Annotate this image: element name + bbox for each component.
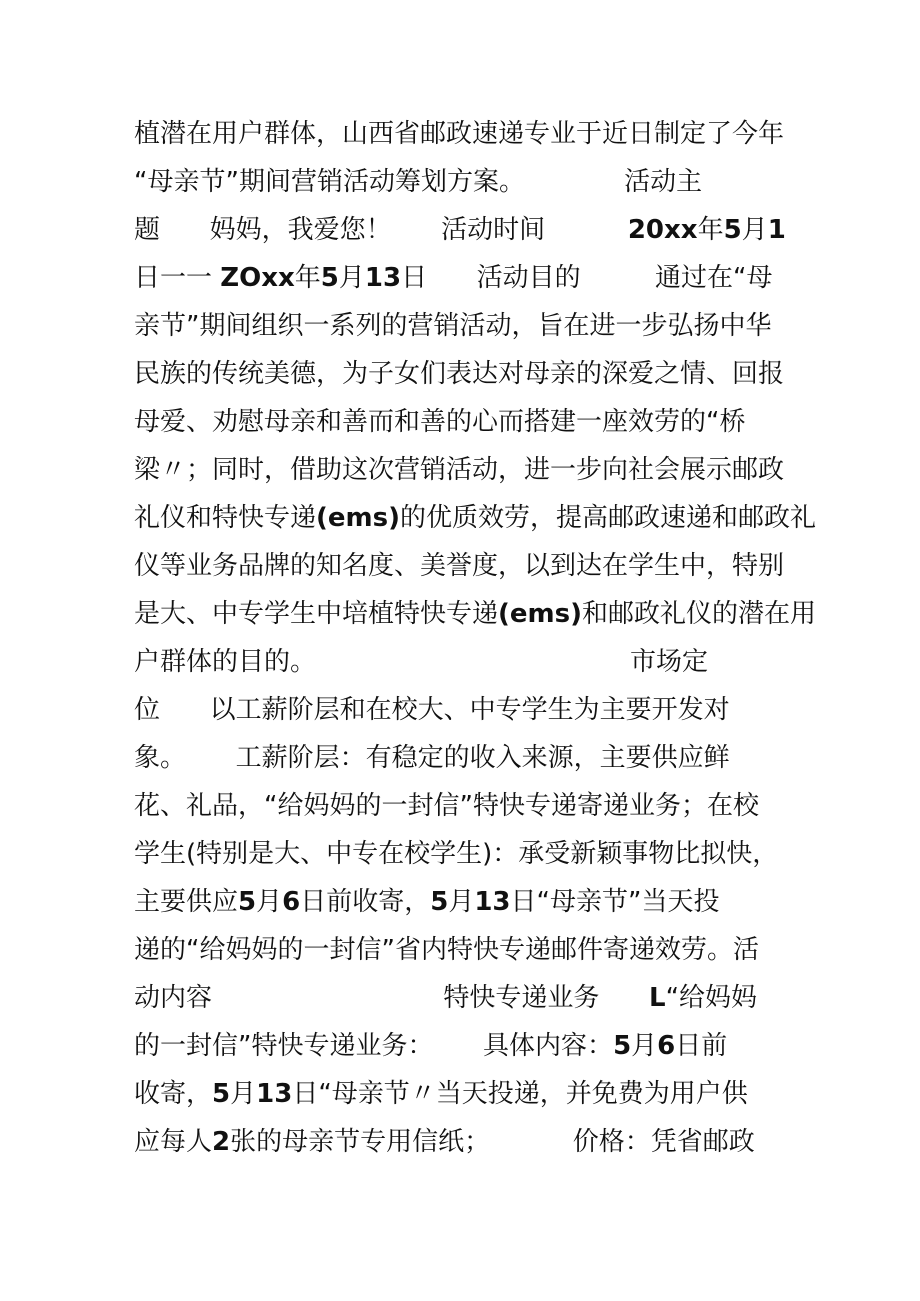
text-line [134,638,814,686]
bold-text-run: 5 [238,887,257,917]
text-line [134,206,814,254]
text-line [134,1070,814,1118]
bold-text-run: 6 [657,1031,676,1061]
bold-text-run: 5 [430,887,449,917]
text-line [134,302,814,350]
bold-text-run: 13 [474,887,511,917]
text-line [134,494,814,542]
text-run: 户群体的目的。 市场定 [134,647,709,677]
text-run: 礼仪和特快专递 [134,503,317,533]
text-run: “母亲节”期间营销活动筹划方案。 活动主 [134,167,703,197]
text-line [134,590,814,638]
text-run: 的一封信”特快专递业务： 具体内容： [134,1031,614,1061]
text-run: 题 妈妈，我爱您！ 活动时间 [134,215,628,245]
text-run: 月 [230,1079,257,1109]
text-run: 仪等业务品牌的知名度、美誉度，以到达在学生中，特别 [134,551,785,581]
text-run: 象。 工薪阶层：有稳定的收入来源，主要供应鲜 [134,743,730,773]
text-run: 月 [338,263,365,293]
bold-text-run: 1 [767,215,786,245]
text-line [134,782,814,830]
text-line [134,926,814,974]
bold-text-run: 2 [212,1127,231,1157]
text-run: 的优质效劳，提高邮政速递和邮政礼 [399,503,816,533]
text-run: 年 [697,215,724,245]
text-run: 植潜在用户群体，山西省邮政速递专业于近日制定了今年 [134,119,785,149]
text-run: 日前 [675,1031,728,1061]
text-run: 月 [256,887,283,917]
text-run: 亲节”期间组织一系列的营销活动，旨在进一步弘扬中华 [134,311,772,341]
text-run: 位 以工薪阶层和在校大、中专学生为主要开发对 [134,695,730,725]
bold-text-run: (ems) [316,503,400,533]
text-line [134,1118,814,1166]
text-run: 年 [294,263,321,293]
text-run: 梁〃；同时，借助这次营销活动，进一步向社会展示邮政 [134,455,785,485]
text-run: 和邮政礼仪的潜在用 [581,599,816,629]
text-run: 是大、中专学生中培植特快专递 [134,599,499,629]
bold-text-run: L [649,983,666,1013]
text-run: 月 [631,1031,658,1061]
text-run: 张的母亲节专用信纸； 价格：凭省邮政 [230,1127,755,1157]
text-line [134,830,814,878]
text-line [134,110,814,158]
text-line [134,542,814,590]
text-run: 日 活动目的 通过在“母 [401,263,773,293]
text-line [134,734,814,782]
bold-text-run: 20xx [627,215,698,245]
bold-text-run: 5 [320,263,339,293]
text-run: 日“母亲节”当天投 [510,887,720,917]
text-run: 应每人 [134,1127,213,1157]
bold-text-run: 5 [613,1031,632,1061]
text-run: 民族的传统美德，为子女们表达对母亲的深爱之情、回报 [134,359,785,389]
text-run: 日前收寄， [300,887,431,917]
text-run: 日一一 [134,263,221,293]
document-body-text [134,110,814,1166]
text-line [134,1022,814,1070]
bold-text-run: 6 [282,887,301,917]
text-line [134,446,814,494]
text-line [134,398,814,446]
bold-text-run: 13 [364,263,402,293]
text-run: “给妈妈 [665,983,758,1013]
text-line [134,686,814,734]
text-run: 母爱、劝慰母亲和善而和善的心而搭建一座效劳的“桥 [134,407,746,437]
bold-text-run: 13 [256,1079,293,1109]
text-run: 主要供应 [134,887,239,917]
text-run: 收寄， [134,1079,213,1109]
text-run: 递的“给妈妈的一封信”省内特快专递邮件寄递效劳。活 [134,935,759,965]
text-run: 月 [448,887,475,917]
bold-text-run: ZOxx [220,263,295,293]
text-line [134,158,814,206]
text-run: 学生(特别是大、中专在校学生)：承受新颖事物比拟快， [134,839,779,869]
text-line [134,974,814,1022]
text-run: 日“母亲节〃当天投递，并免费为用户供 [292,1079,748,1109]
text-line [134,254,814,302]
bold-text-run: 5 [212,1079,231,1109]
text-run: 月 [741,215,768,245]
text-line [134,350,814,398]
bold-text-run: 5 [723,215,742,245]
text-run: 花、礼品，“给妈妈的一封信”特快专递寄递业务；在校 [134,791,759,821]
text-line [134,878,814,926]
bold-text-run: (ems) [498,599,582,629]
text-run: 动内容 特快专递业务 [134,983,649,1013]
